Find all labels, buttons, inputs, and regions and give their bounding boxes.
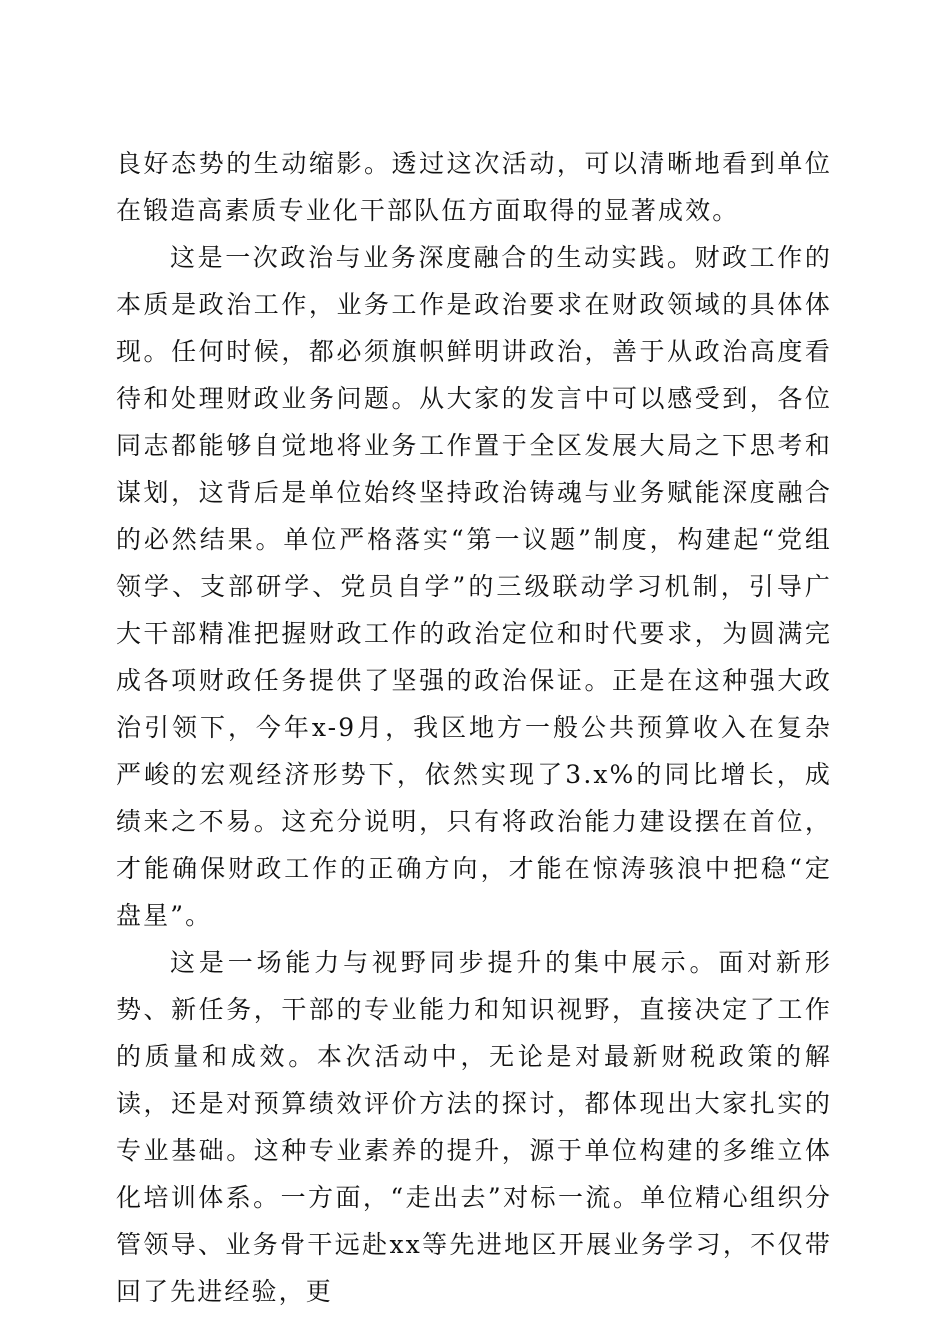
paragraph-3: 这是一场能力与视野同步提升的集中展示。面对新形势、新任务，干部的专业能力和知识视野，直接决定了工作的质量和成效。本次活动中，无论是对最新财税政策的解读，还是对预算绩效评价方法的探讨，都体现出大家扎实的专业基础。这种专业素养的提升，源于单位构建的多维立体化培训体系。一方面，“走出去”对标一流。单位精心组织分管领导、业务骨干远赴xx等先进地区开展业务学习，不仅带回了先进经验，更 <box>116 948 832 1306</box>
paragraph-1: 良好态势的生动缩影。透过这次活动，可以清晰地看到单位在锻造高素质专业化干部队伍方面取得的显著成效。 <box>116 149 832 225</box>
document-body <box>116 140 832 1315</box>
paragraph-2: 这是一次政治与业务深度融合的生动实践。财政工作的本质是政治工作，业务工作是政治要求在财政领域的具体体现。任何时候，都必须旗帜鲜明讲政治，善于从政治高度看待和处理财政业务问题。从大家的发言中可以感受到，各位同志都能够自觉地将业务工作置于全区发展大局之下思考和谋划，这背后是单位始终坚持政治铸魂与业务赋能深度融合的必然结果。单位严格落实“第一议题”制度，构建起“党组领学、支部研学、党员自学”的三级联动学习机制，引导广大干部精准把握财政工作的政治定位和时代要求，为圆满完成各项财政任务提供了坚强的政治保证。正是在这种强大政治引领下，今年x-9月，我区地方一般公共预算收入在复杂严峻的宏观经济形势下，依然实现了3.x%的同比增长，成绩来之不易。这充分说明，只有将政治能力建设摆在首位，才能确保财政工作的正确方向，才能在惊涛骇浪中把稳“定盘星”。 <box>116 243 832 930</box>
